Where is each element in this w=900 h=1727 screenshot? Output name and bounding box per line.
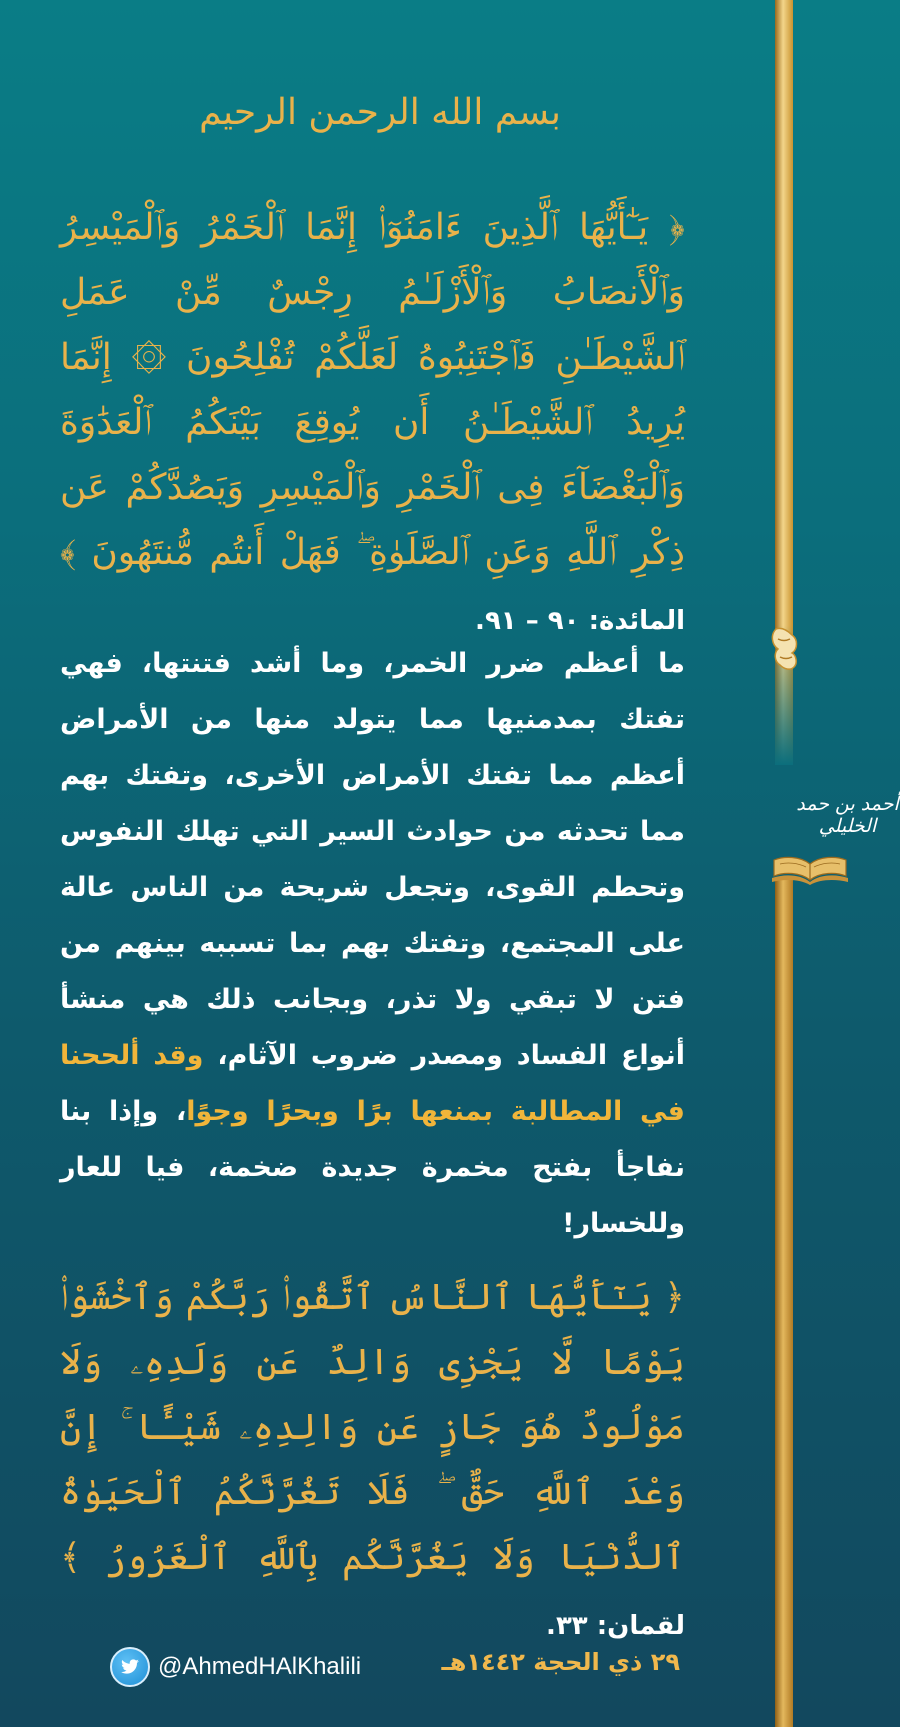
verse-text: ﴿ يَـٰٓأَيُّهَا ٱلنَّاسُ ٱتَّقُوا۟ رَبَّكُمْ وَٱخْشَوْا۟ يَوْمًا لَّا يَجْزِى وَالِدٌ عَن وَلَدِهِۦ وَلَا مَوْلُودٌ هُوَ جَازٍ عَن وَالِدِهِۦ شَيْـًٔا ۚ إِنَّ وَعْدَ ٱللَّهِ حَقٌّ ۖ فَلَا تَغُرَّنَّكُمُ ٱلْحَيَوٰةُ ٱلدُّنْيَا وَلَا يَغُرَّنَّكُم بِٱللَّهِ ٱلْغَرُورُ ﴾ — [60, 1277, 685, 1578]
quran-verse-maidah — [60, 195, 685, 654]
hijri-date: ٢٩ ذي الحجة ١٤٤٢هـ — [441, 1648, 680, 1676]
quran-verse-luqman — [60, 1265, 685, 1659]
commentary-paragraph — [60, 636, 685, 1252]
signature: أحمد بن حمد الخليلي — [796, 793, 899, 837]
basmala-heading: بسم الله الرحمن الرحيم — [199, 92, 561, 133]
clasped-hands-icon — [768, 625, 802, 677]
open-book-icon — [770, 852, 850, 886]
verse-reference: المائدة: ٩٠ – ٩١. — [475, 606, 685, 636]
commentary-text: ما أعظم ضرر الخمر، وما أشد فتنتها، فهي تفتك بمدمنيها مما يتولد منها من الأمراض أعظم مما تفتك الأمراض الأخرى، وتفتك بهم مما تحدثه من حوادث السير التي تهلك النفوس وتحطم القوى، وتجعل شريحة من الناس عالة على المجتمع، وتفتك بهم بما تسببه بينهم من فتن لا تبقي ولا تذر، وبجانب ذلك هي منشأ أنواع الفساد ومصدر ضروب الآثام، — [60, 648, 685, 1071]
twitter-handle-text[interactable]: @AhmedHAlKhalili — [158, 1653, 362, 1680]
commentary-text-end: ، وإذا بنا نفاجأ بفتح مخمرة جديدة ضخمة، فيا للعار وللخسار! — [60, 1096, 685, 1239]
twitter-handle[interactable] — [110, 1647, 361, 1687]
verse-reference: لقمان: ٣٣. — [546, 1611, 685, 1641]
twitter-bird-icon[interactable] — [110, 1647, 150, 1687]
gold-rail-bottom — [775, 880, 793, 1727]
verse-text: ﴿ يَـٰٓأَيُّهَا ٱلَّذِينَ ءَامَنُوٓا۟ إِنَّمَا ٱلْخَمْرُ وَٱلْمَيْسِرُ وَٱلْأَنصَابُ وَٱلْأَزْلَـٰمُ رِجْسٌ مِّنْ عَمَلِ ٱلشَّيْطَـٰنِ فَٱجْتَنِبُوهُ لَعَلَّكُمْ تُفْلِحُونَ ۞ إِنَّمَا يُرِيدُ ٱلشَّيْطَـٰنُ أَن يُوقِعَ بَيْنَكُمُ ٱلْعَدَٰوَةَ وَٱلْبَغْضَآءَ فِى ٱلْخَمْرِ وَٱلْمَيْسِرِ وَيَصُدَّكُمْ عَن ذِكْرِ ٱللَّهِ وَعَنِ ٱلصَّلَوٰةِ ۖ فَهَلْ أَنتُم مُّنتَهُونَ ﴾ — [60, 207, 685, 573]
commentary-highlight: وقد ألححنا في المطالبة بمنعها برًا وبحرًا وجوًا — [60, 1040, 685, 1127]
